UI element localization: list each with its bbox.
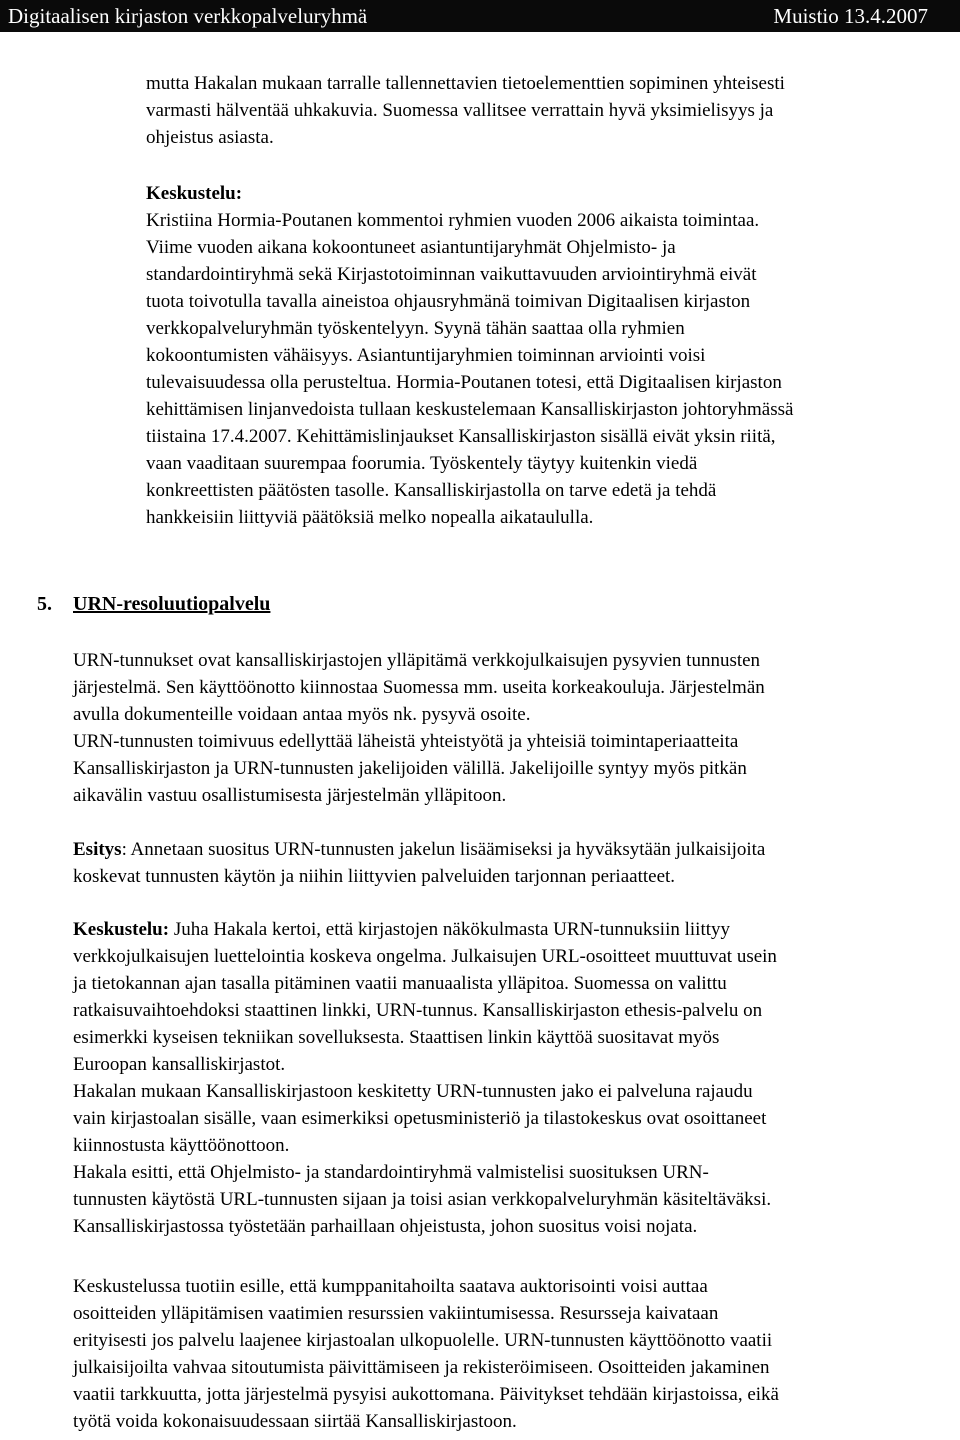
text-line: kiinnostusta käyttöönottoon. — [73, 1135, 290, 1156]
text-line: tunnusten käytöstä URL-tunnusten sijaan ja toisi asian verkkopalveluryhmän käsiteltäväksi. — [73, 1189, 772, 1210]
proposal-paragraph — [73, 836, 953, 890]
header-title: Digitaalisen kirjaston verkkopalveluryhmä — [8, 4, 368, 28]
text-line: Keskustelussa tuotiin esille, että kumppanitahoilta saatava auktorisointi voisi auttaa — [73, 1276, 708, 1297]
text-line: aikavälin vastuu osallistumisesta järjestelmän ylläpitoon. — [73, 785, 507, 806]
section-heading — [37, 591, 270, 618]
text-line: tulevaisuudessa olla perusteltua. Hormia-Poutanen totesi, että Digitaalisen kirjaston — [146, 372, 782, 393]
text-line: mutta Hakalan mukaan tarralle tallennettavien tietoelementtien sopiminen yhteisesti — [146, 73, 785, 94]
text-line: tuota toivotulla tavalla aineistoa ohjausryhmänä toimivan Digitaalisen kirjaston — [146, 291, 751, 312]
header-date: Muistio 13.4.2007 — [773, 4, 928, 28]
text-line — [73, 916, 953, 943]
text-line: vaan vaaditaan suurempaa foorumia. Työskentely täytyy kuitenkin viedä — [146, 453, 698, 474]
text-line: ohjeistus asiasta. — [146, 127, 274, 148]
proposal-text: : Annetaan suositus URN-tunnusten jakelun lisäämiseksi ja hyväksytään julkaisijoita — [121, 839, 766, 860]
discussion-paragraph-1 — [146, 180, 958, 531]
text-line: ja tietokannan ajan tasalla pitäminen vaatii manuaalista ylläpitoa. Suomessa on valittu — [73, 973, 727, 994]
text-line: URN-tunnusten toimivuus edellyttää läheistä yhteistyötä ja yhteisiä toimintaperiaatteita — [73, 731, 739, 752]
closing-paragraph — [73, 1273, 953, 1435]
text-line: Kristiina Hormia-Poutanen kommentoi ryhmien vuoden 2006 aikaista toimintaa. — [146, 210, 760, 231]
text-line: Euroopan kansalliskirjastot. — [73, 1054, 286, 1075]
page-header — [0, 0, 960, 32]
text-line: URN-tunnukset ovat kansalliskirjastojen ylläpitämä verkkojulkaisujen pysyvien tunnusten — [73, 650, 761, 671]
text-line: verkkopalveluryhmän työskentelyyn. Syynä tähän saattaa olla ryhmien — [146, 318, 685, 339]
text-line: Hakalan mukaan Kansalliskirjastoon keskitetty URN-tunnusten jako ei palveluna rajaudu — [73, 1081, 753, 1102]
text-line: standardointiryhmä sekä Kirjastotoiminnan vaikuttavuuden arviointiryhmä eivät — [146, 264, 757, 285]
text-line: Kansalliskirjastossa työstetään parhaillaan ohjeistusta, johon suositus voisi nojata. — [73, 1216, 698, 1237]
proposal-label: Esitys — [73, 839, 122, 860]
section-title: URN-resoluutiopalvelu — [73, 593, 271, 615]
discussion-text: Juha Hakala kertoi, että kirjastojen näkökulmasta URN-tunnuksiin liittyy — [169, 919, 730, 940]
urn-intro-paragraph — [73, 647, 953, 809]
text-line: vain kirjastoalan sisälle, vaan esimerkiksi opetusministeriö ja tilastokeskus ovat osoittaneet — [73, 1108, 767, 1129]
text-line: Kansalliskirjaston ja URN-tunnusten jakelijoiden välillä. Jakelijoille syntyy myös pitkän — [73, 758, 747, 779]
text-line: tiistaina 17.4.2007. Kehittämislinjaukset Kansalliskirjaston sisällä eivät yksin riitä, — [146, 426, 776, 447]
text-line: verkkojulkaisujen luettelointia koskeva ongelma. Julkaisujen URL-osoitteet muuttuvat usein — [73, 946, 777, 967]
text-line: vaatii tarkkuutta, jotta järjestelmä pysyisi aukottomana. Päivitykset tehdään kirjastoissa, eikä — [73, 1384, 779, 1405]
text-line: konkreettisten päätösten tasolle. Kansalliskirjastolla on tarve edetä ja tehdä — [146, 480, 717, 501]
text-line: avulla dokumenteille voidaan antaa myös nk. pysyvä osoite. — [73, 704, 531, 725]
text-line: julkaisijoilta vahvaa sitoutumista päivittämiseen ja rekisteröimiseen. Osoitteiden jakaminen — [73, 1357, 770, 1378]
text-line — [73, 836, 953, 863]
text-line: järjestelmä. Sen käyttöönotto kiinnostaa Suomessa mm. useita korkeakouluja. Järjestelmän — [73, 677, 765, 698]
text-line: koskevat tunnusten käytön ja niihin liittyvien palveluiden tarjonnan periaatteet. — [73, 866, 676, 887]
text-line: varmasti hälventää uhkakuvia. Suomessa vallitsee verrattain hyvä yksimielisyys ja — [146, 100, 774, 121]
text-line: työtä voida kokonaisuudessaan siirtää Kansalliskirjastoon. — [73, 1411, 517, 1432]
text-line: Hakala esitti, että Ohjelmisto- ja standardointiryhmä valmistelisi suosituksen URN- — [73, 1162, 709, 1183]
text-line: ratkaisuvaihtoehdoksi staattinen linkki, URN-tunnus. Kansalliskirjaston ethesis-palvelu on — [73, 1000, 763, 1021]
text-line: Viime vuoden aikana kokoontuneet asiantuntijaryhmät Ohjelmisto- ja — [146, 237, 676, 258]
text-line: esimerkki kyseisen tekniikan sovelluksesta. Staattisen linkin käyttöä suositavat myös — [73, 1027, 720, 1048]
discussion-label: Keskustelu: — [146, 183, 243, 204]
text-line: kokoontumisten vähäisyys. Asiantuntijaryhmien toiminnan arviointi voisi — [146, 345, 706, 366]
discussion-label: Keskustelu: — [73, 919, 170, 940]
text-line: osoitteiden ylläpitämisen vaatimien resurssien vakiintumisessa. Resursseja kaivataan — [73, 1303, 719, 1324]
text-line: erityisesti jos palvelu laajenee kirjastoalan ulkopuolelle. URN-tunnusten käyttöönotto vaatii — [73, 1330, 773, 1351]
discussion-paragraph-2 — [73, 916, 953, 1240]
paragraph-continuation — [146, 70, 946, 151]
text-line: hankkeisiin liittyviä päätöksiä melko nopealla aikataululla. — [146, 507, 594, 528]
section-number: 5. — [37, 593, 52, 615]
text-line: kehittämisen linjanvedoista tullaan keskustelemaan Kansalliskirjaston johtoryhmässä — [146, 399, 794, 420]
